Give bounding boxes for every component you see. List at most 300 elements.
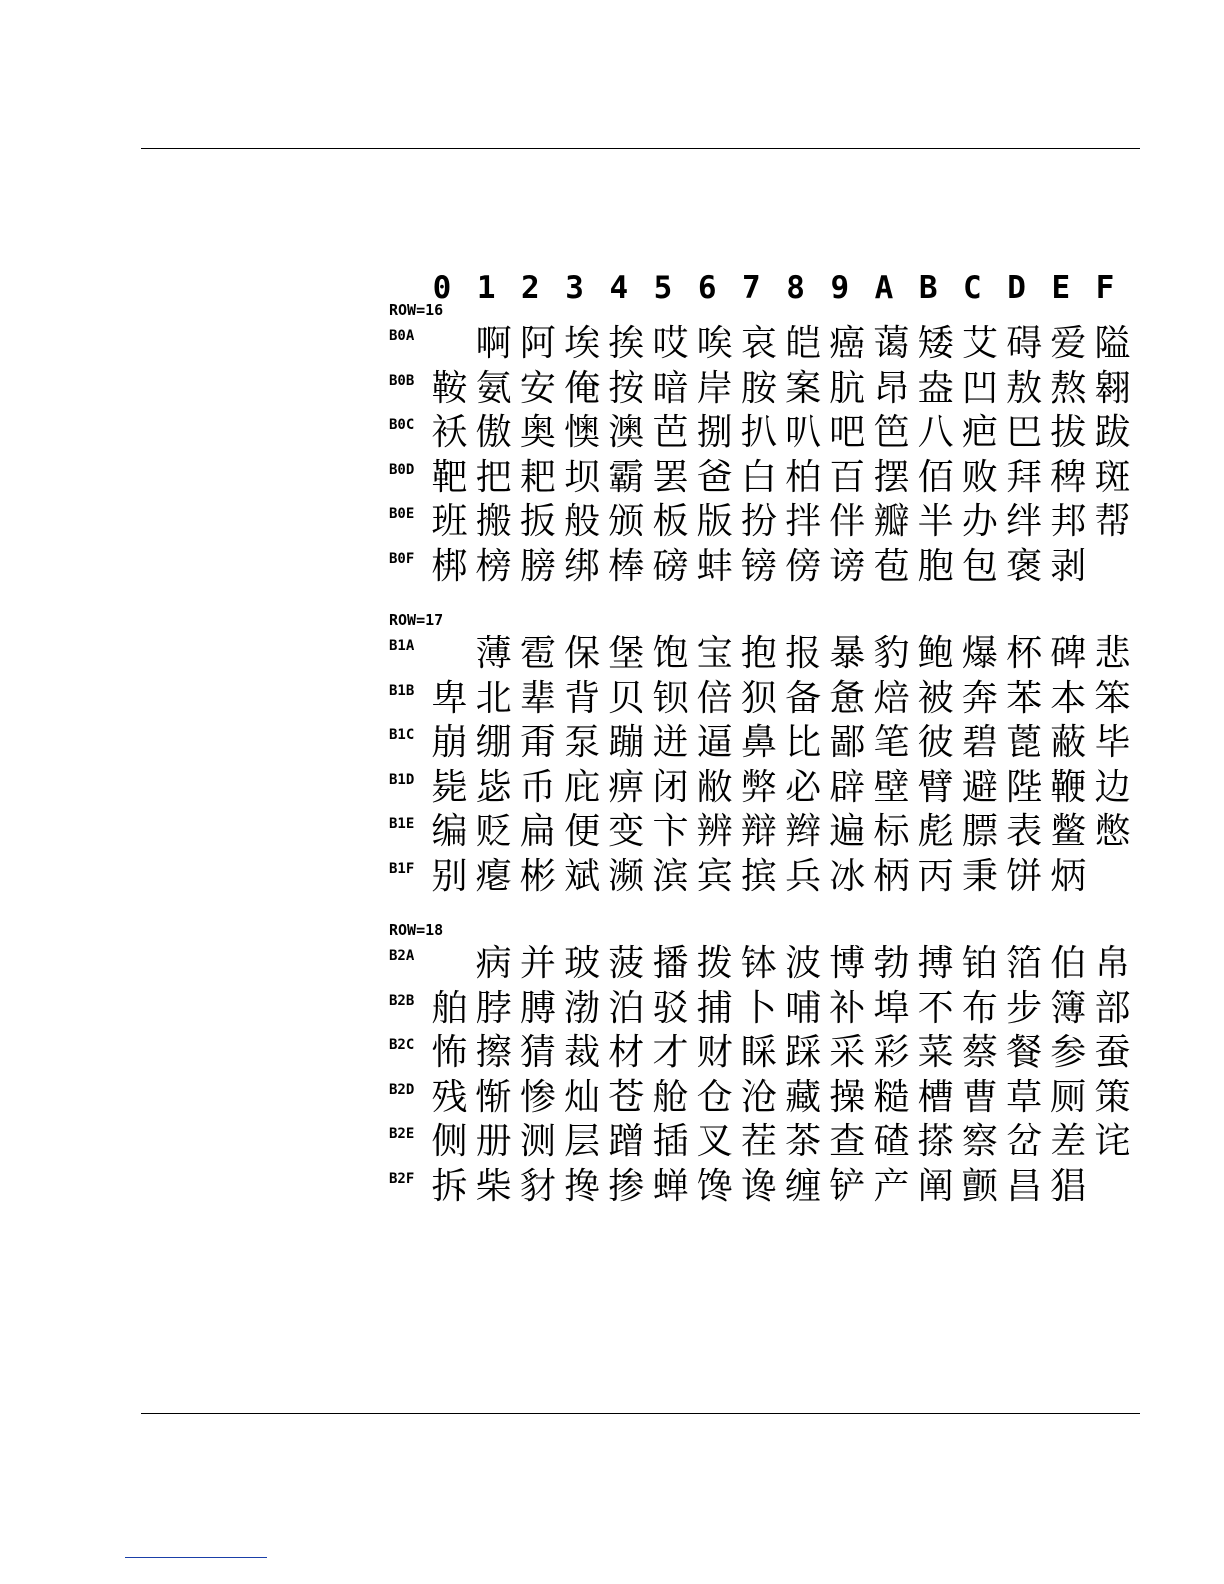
glyph-cell: 别 <box>431 855 468 897</box>
glyph-cell: 背 <box>564 677 601 719</box>
glyph-cell: 缠 <box>785 1165 822 1207</box>
glyph-cell: 矮 <box>917 323 954 364</box>
glyph-cell: 冰 <box>829 855 866 897</box>
glyph-cell: 渤 <box>564 987 601 1029</box>
glyph-cell: 鳖 <box>1050 811 1087 852</box>
glyph-cell: 瓣 <box>873 501 910 542</box>
glyph-cell: 曹 <box>961 1076 998 1118</box>
glyph-cell: 厕 <box>1050 1076 1087 1118</box>
glyph-cell: 侧 <box>431 1121 468 1162</box>
glyph-cell: 踩 <box>785 1032 822 1073</box>
glyph-cell: 辈 <box>519 677 556 719</box>
glyph-cell: 班 <box>431 501 468 542</box>
glyph-cell: 绊 <box>1006 501 1043 542</box>
glyph-cell: 瘪 <box>475 855 512 897</box>
glyph-cell: 唉 <box>696 323 733 364</box>
glyph-cell: 掺 <box>608 1165 645 1207</box>
glyph-cell: 饼 <box>1006 855 1043 897</box>
glyph-cell: 拔 <box>1050 412 1087 453</box>
glyph-cell: 财 <box>696 1032 733 1073</box>
glyph-cell: 诧 <box>1094 1121 1131 1162</box>
glyph-cell: 剥 <box>1050 545 1087 587</box>
glyph-cell: 敖 <box>1006 367 1043 409</box>
glyph-cell: 扮 <box>740 501 777 542</box>
glyph-cell: 逼 <box>696 722 733 763</box>
glyph-cell: 镑 <box>740 545 777 587</box>
glyph-cell: 斑 <box>1094 456 1131 498</box>
glyph-cell: 苍 <box>608 1076 645 1118</box>
glyph-cell: 保 <box>564 633 601 674</box>
glyph-cell: 蔡 <box>961 1032 998 1073</box>
glyph-cell: 层 <box>564 1121 601 1162</box>
glyph-cell: 柄 <box>873 855 910 897</box>
glyph-cell: 伯 <box>1050 943 1087 984</box>
glyph-cell: 辩 <box>740 811 777 852</box>
glyph-cell: 拌 <box>785 501 822 542</box>
glyph-cell: 草 <box>1006 1076 1043 1118</box>
glyph-cell: 哀 <box>740 323 777 364</box>
glyph-cell: 耙 <box>519 456 556 498</box>
glyph-cell: 堡 <box>608 633 645 674</box>
row-block-label: ROW=17 <box>389 611 444 629</box>
glyph-cell: 佰 <box>917 456 954 498</box>
column-header: 7 <box>742 270 761 306</box>
glyph-cell: 毕 <box>1094 722 1131 763</box>
glyph-cell: 餐 <box>1006 1032 1043 1073</box>
glyph-cell: 不 <box>917 987 954 1029</box>
glyph-cell: 鞭 <box>1050 766 1087 808</box>
glyph-cell: 比 <box>785 722 822 763</box>
column-header: B <box>918 270 938 306</box>
glyph-cell: 玻 <box>564 943 601 984</box>
line-code: B0B <box>389 372 415 389</box>
glyph-cell: 袄 <box>431 412 468 453</box>
column-header: 9 <box>830 270 850 306</box>
glyph-cell: 并 <box>519 943 556 984</box>
glyph-cell: 辨 <box>696 811 733 852</box>
glyph-cell: 榜 <box>475 545 512 587</box>
glyph-cell: 材 <box>608 1032 645 1073</box>
glyph-cell: 蔽 <box>1050 722 1087 763</box>
glyph-cell: 辫 <box>785 811 822 852</box>
column-header: E <box>1051 270 1071 306</box>
glyph-cell: 兵 <box>785 855 822 897</box>
column-header: 3 <box>565 270 584 306</box>
glyph-cell: 陛 <box>1006 766 1043 808</box>
glyph-cell: 抱 <box>740 633 777 674</box>
glyph-cell: 仓 <box>696 1076 733 1118</box>
glyph-cell: 补 <box>829 987 866 1029</box>
glyph-cell: 布 <box>961 987 998 1029</box>
column-header: 6 <box>697 270 717 306</box>
glyph-cell: 柴 <box>475 1165 512 1207</box>
line-code: B2A <box>389 948 415 964</box>
glyph-cell: 豹 <box>873 633 910 674</box>
glyph-cell: 霸 <box>608 456 645 498</box>
glyph-cell: 滨 <box>652 855 689 897</box>
glyph-cell: 毙 <box>431 766 468 808</box>
glyph-cell: 膀 <box>519 545 556 587</box>
glyph-cell: 癌 <box>829 323 866 364</box>
glyph-cell: 绷 <box>475 722 512 763</box>
glyph-cell: 扁 <box>519 811 556 852</box>
glyph-cell: 帛 <box>1094 943 1131 984</box>
glyph-cell: 颁 <box>608 501 645 542</box>
glyph-cell: 播 <box>652 943 689 984</box>
glyph-cell: 岸 <box>696 367 733 409</box>
glyph-cell: 甭 <box>519 722 556 763</box>
column-header: A <box>874 270 894 306</box>
glyph-cell: 卑 <box>431 677 468 719</box>
glyph-cell: 参 <box>1050 1032 1087 1073</box>
glyph-cell: 邦 <box>1050 501 1087 542</box>
glyph-cell: 磅 <box>652 545 689 587</box>
glyph-cell: 舶 <box>431 987 468 1029</box>
glyph-cell: 哺 <box>785 987 822 1029</box>
glyph-cell: 杯 <box>1006 633 1043 674</box>
glyph-cell: 隘 <box>1094 323 1131 364</box>
glyph-cell: 博 <box>829 943 866 984</box>
glyph-cell: 昌 <box>1006 1165 1043 1207</box>
column-header: 1 <box>476 270 496 306</box>
glyph-cell: 稗 <box>1050 456 1087 498</box>
line-code: B1D <box>389 771 415 788</box>
glyph-cell: 泊 <box>608 987 645 1029</box>
glyph-cell: 怖 <box>431 1032 468 1073</box>
glyph-cell: 猖 <box>1050 1165 1087 1207</box>
glyph-cell: 澳 <box>608 412 645 453</box>
glyph-cell: 步 <box>1006 987 1043 1029</box>
glyph-cell: 贬 <box>475 811 512 852</box>
glyph-cell: 胞 <box>917 545 954 587</box>
glyph-cell: 艾 <box>961 323 998 364</box>
line-code: B1C <box>389 727 415 743</box>
glyph-cell: 岔 <box>1006 1121 1043 1162</box>
glyph-cell: 测 <box>519 1121 556 1162</box>
glyph-cell: 采 <box>829 1032 866 1073</box>
glyph-cell: 痹 <box>608 766 645 808</box>
glyph-cell: 宾 <box>696 855 733 897</box>
glyph-cell: 糙 <box>873 1076 910 1118</box>
glyph-cell: 辟 <box>829 766 866 808</box>
glyph-cell: 笔 <box>873 722 910 763</box>
glyph-cell: 搬 <box>475 501 512 542</box>
glyph-cell: 炳 <box>1050 855 1087 897</box>
glyph-cell: 傲 <box>475 412 512 453</box>
glyph-cell: 沧 <box>740 1076 777 1118</box>
glyph-cell: 便 <box>564 811 601 852</box>
glyph-cell: 勃 <box>873 943 910 984</box>
glyph-cell: 哎 <box>652 323 689 364</box>
glyph-cell: 变 <box>608 811 645 852</box>
glyph-cell: 插 <box>652 1121 689 1162</box>
glyph-cell: 埃 <box>564 323 601 364</box>
glyph-cell: 本 <box>1050 677 1087 719</box>
line-code: B0A <box>389 328 415 344</box>
glyph-cell: 编 <box>431 811 468 852</box>
glyph-cell: 箔 <box>1006 943 1043 984</box>
glyph-cell: 茬 <box>740 1121 777 1162</box>
glyph-cell: 睬 <box>740 1032 777 1073</box>
glyph-cell: 奔 <box>961 677 998 719</box>
glyph-cell: 倍 <box>696 677 733 719</box>
glyph-cell: 弊 <box>740 766 777 808</box>
line-code: B1B <box>389 682 415 699</box>
glyph-cell: 铲 <box>829 1165 866 1207</box>
line-code: B0E <box>389 506 415 522</box>
glyph-cell: 昂 <box>873 367 910 409</box>
glyph-cell: 谤 <box>829 545 866 587</box>
glyph-cell: 白 <box>740 456 777 498</box>
glyph-cell: 巴 <box>1006 412 1043 453</box>
glyph-cell: 埠 <box>873 987 910 1029</box>
glyph-cell: 宝 <box>696 633 733 674</box>
glyph-cell: 梆 <box>431 545 468 587</box>
glyph-cell: 丙 <box>917 855 954 897</box>
glyph-cell: 半 <box>917 501 954 542</box>
glyph-cell: 摆 <box>873 456 910 498</box>
line-code: B1F <box>389 860 415 877</box>
glyph-cell: 碴 <box>873 1121 910 1162</box>
glyph-cell: 爆 <box>961 633 998 674</box>
glyph-cell: 币 <box>519 766 556 808</box>
glyph-cell: 蚌 <box>696 545 733 587</box>
glyph-cell: 濒 <box>608 855 645 897</box>
glyph-cell: 茶 <box>785 1121 822 1162</box>
glyph-cell: 绑 <box>564 545 601 587</box>
glyph-cell: 猜 <box>519 1032 556 1073</box>
glyph-cell: 蝉 <box>652 1165 689 1207</box>
glyph-cell: 苯 <box>1006 677 1043 719</box>
glyph-cell: 靶 <box>431 456 468 498</box>
glyph-cell: 扒 <box>740 412 777 453</box>
glyph-cell: 爸 <box>696 456 733 498</box>
glyph-cell: 卜 <box>740 987 777 1029</box>
glyph-cell: 产 <box>873 1165 910 1207</box>
glyph-cell: 贝 <box>608 677 645 719</box>
glyph-cell: 病 <box>475 943 512 984</box>
glyph-cell: 般 <box>564 501 601 542</box>
glyph-cell: 菜 <box>917 1032 954 1073</box>
glyph-cell: 报 <box>785 633 822 674</box>
glyph-cell: 憋 <box>1094 811 1131 852</box>
glyph-cell: 案 <box>785 367 822 409</box>
glyph-cell: 搏 <box>917 943 954 984</box>
glyph-cell: 差 <box>1050 1121 1087 1162</box>
glyph-cell: 罢 <box>652 456 689 498</box>
glyph-cell: 傍 <box>785 545 822 587</box>
line-code: B1E <box>389 816 415 832</box>
glyph-cell: 苞 <box>873 545 910 587</box>
glyph-cell: 拨 <box>696 943 733 984</box>
glyph-cell: 才 <box>652 1032 689 1073</box>
glyph-cell: 碍 <box>1006 323 1043 364</box>
glyph-cell: 薄 <box>475 633 512 674</box>
glyph-cell: 脖 <box>475 987 512 1029</box>
glyph-cell: 鼻 <box>740 722 777 763</box>
glyph-cell: 阿 <box>519 323 556 364</box>
glyph-cell: 拜 <box>1006 456 1043 498</box>
glyph-cell: 彼 <box>917 722 954 763</box>
glyph-cell: 卞 <box>652 811 689 852</box>
glyph-cell: 擦 <box>475 1032 512 1073</box>
glyph-cell: 伴 <box>829 501 866 542</box>
glyph-cell: 百 <box>829 456 866 498</box>
line-code: B1A <box>389 638 415 654</box>
glyph-cell: 熬 <box>1050 367 1087 409</box>
glyph-cell: 藏 <box>785 1076 822 1118</box>
glyph-cell: 盎 <box>917 367 954 409</box>
glyph-cell: 焙 <box>873 677 910 719</box>
glyph-cell: 表 <box>1006 811 1043 852</box>
glyph-cell: 饱 <box>652 633 689 674</box>
glyph-cell: 把 <box>475 456 512 498</box>
glyph-cell: 叭 <box>785 412 822 453</box>
glyph-cell: 胺 <box>740 367 777 409</box>
glyph-cell: 斌 <box>564 855 601 897</box>
glyph-cell: 悲 <box>1094 633 1131 674</box>
glyph-cell: 波 <box>785 943 822 984</box>
glyph-cell: 查 <box>829 1121 866 1162</box>
glyph-cell: 板 <box>652 501 689 542</box>
glyph-cell: 奥 <box>519 412 556 453</box>
glyph-cell: 庇 <box>564 766 601 808</box>
column-header: 0 <box>432 270 452 306</box>
glyph-cell: 凹 <box>961 367 998 409</box>
glyph-cell: 安 <box>519 367 556 409</box>
glyph-cell: 标 <box>873 811 910 852</box>
glyph-cell: 必 <box>785 766 822 808</box>
line-code: B2B <box>389 992 415 1009</box>
glyph-cell: 册 <box>475 1121 512 1162</box>
glyph-cell: 碑 <box>1050 633 1087 674</box>
glyph-cell: 跋 <box>1094 412 1131 453</box>
glyph-cell: 惫 <box>829 677 866 719</box>
glyph-cell: 搽 <box>917 1121 954 1162</box>
glyph-cell: 褒 <box>1006 545 1043 587</box>
column-header: C <box>963 270 982 306</box>
glyph-cell: 坝 <box>564 456 601 498</box>
glyph-cell: 翱 <box>1094 367 1131 409</box>
line-code: B0D <box>389 461 415 478</box>
glyph-cell: 备 <box>785 677 822 719</box>
glyph-cell: 拆 <box>431 1165 468 1207</box>
glyph-cell: 雹 <box>519 633 556 674</box>
column-header: F <box>1095 270 1115 306</box>
glyph-cell: 遍 <box>829 811 866 852</box>
glyph-cell: 钡 <box>652 677 689 719</box>
glyph-cell: 搀 <box>564 1165 601 1207</box>
glyph-cell: 皑 <box>785 323 822 364</box>
line-code: B0C <box>389 417 415 433</box>
glyph-cell: 壁 <box>873 766 910 808</box>
line-code: B0F <box>389 550 415 567</box>
glyph-cell: 钵 <box>740 943 777 984</box>
glyph-cell: 肮 <box>829 367 866 409</box>
glyph-cell: 部 <box>1094 987 1131 1029</box>
glyph-cell: 边 <box>1094 766 1131 808</box>
glyph-cell: 操 <box>829 1076 866 1118</box>
glyph-cell: 按 <box>608 367 645 409</box>
glyph-cell: 灿 <box>564 1076 601 1118</box>
glyph-cell: 颤 <box>961 1165 998 1207</box>
glyph-cell: 阐 <box>917 1165 954 1207</box>
glyph-cell: 啊 <box>475 323 512 364</box>
glyph-cell: 臂 <box>917 766 954 808</box>
glyph-cell: 碧 <box>961 722 998 763</box>
glyph-cell: 迸 <box>652 722 689 763</box>
glyph-cell: 懊 <box>564 412 601 453</box>
glyph-cell: 包 <box>961 545 998 587</box>
glyph-cell: 策 <box>1094 1076 1131 1118</box>
glyph-cell: 鲍 <box>917 633 954 674</box>
glyph-cell: 膊 <box>519 987 556 1029</box>
row-block-label: ROW=16 <box>389 301 444 319</box>
glyph-cell: 办 <box>961 501 998 542</box>
column-header: 8 <box>786 270 805 306</box>
glyph-cell: 笆 <box>873 412 910 453</box>
glyph-cell: 铂 <box>961 943 998 984</box>
column-header: 4 <box>609 270 629 306</box>
glyph-cell: 残 <box>431 1076 468 1118</box>
glyph-cell: 棒 <box>608 545 645 587</box>
glyph-cell: 暗 <box>652 367 689 409</box>
glyph-cell: 柏 <box>785 456 822 498</box>
glyph-cell: 蚕 <box>1094 1032 1131 1073</box>
glyph-cell: 鄙 <box>829 722 866 763</box>
line-code: B2F <box>389 1170 415 1187</box>
glyph-cell: 蹭 <box>608 1121 645 1162</box>
glyph-cell: 捕 <box>696 987 733 1029</box>
glyph-cell: 彬 <box>519 855 556 897</box>
glyph-cell: 捌 <box>696 412 733 453</box>
glyph-cell: 笨 <box>1094 677 1131 719</box>
glyph-cell: 芭 <box>652 412 689 453</box>
column-header: D <box>1007 270 1026 306</box>
glyph-cell: 叉 <box>696 1121 733 1162</box>
glyph-cell: 菠 <box>608 943 645 984</box>
glyph-cell: 槽 <box>917 1076 954 1118</box>
glyph-cell: 摈 <box>740 855 777 897</box>
glyph-cell: 惨 <box>519 1076 556 1118</box>
glyph-cell: 蓖 <box>1006 722 1043 763</box>
line-code: B2E <box>389 1126 415 1142</box>
glyph-cell: 惭 <box>475 1076 512 1118</box>
glyph-cell: 彩 <box>873 1032 910 1073</box>
glyph-cell: 裁 <box>564 1032 601 1073</box>
column-header: 2 <box>521 270 540 306</box>
glyph-cell: 吧 <box>829 412 866 453</box>
glyph-cell: 谗 <box>740 1165 777 1207</box>
glyph-cell: 爱 <box>1050 323 1087 364</box>
glyph-cell: 彪 <box>917 811 954 852</box>
glyph-cell: 簿 <box>1050 987 1087 1029</box>
glyph-cell: 俺 <box>564 367 601 409</box>
glyph-cell: 蹦 <box>608 722 645 763</box>
glyph-cell: 疤 <box>961 412 998 453</box>
glyph-cell: 氨 <box>475 367 512 409</box>
glyph-cell: 毖 <box>475 766 512 808</box>
glyph-cell: 敝 <box>696 766 733 808</box>
line-code: B2D <box>389 1081 415 1098</box>
glyph-cell: 膘 <box>961 811 998 852</box>
line-code: B2C <box>389 1037 415 1053</box>
glyph-cell: 挨 <box>608 323 645 364</box>
glyph-cell: 崩 <box>431 722 468 763</box>
glyph-cell: 蔼 <box>873 323 910 364</box>
glyph-cell: 馋 <box>696 1165 733 1207</box>
glyph-cell: 被 <box>917 677 954 719</box>
